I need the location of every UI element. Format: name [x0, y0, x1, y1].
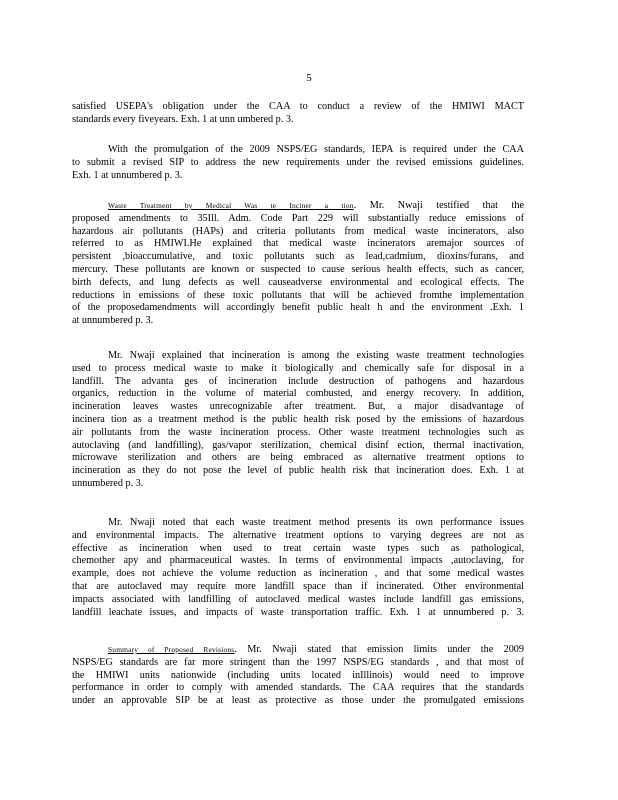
- text-line: example, does not achieve the volume reduction as incineration , and that some medical wastes: [72, 568, 524, 580]
- paragraph-waste-treatment: [72, 200, 524, 328]
- text-line: used to process medical waste to make it biologically and chemically safe for disposal in a: [72, 362, 524, 374]
- text-line: [72, 644, 524, 657]
- paragraph-incineration: [72, 350, 524, 491]
- paragraph-performance-issues: [72, 517, 524, 619]
- text-line: proposed amendments to 35Ill. Adm. Code Part 229 will substantially reduce emissions of: [72, 212, 524, 224]
- section-heading-summary: Summary of Proposed Revisions: [108, 645, 235, 654]
- text-line: and environmental impacts. The alternative treatment options to varying degrees are not as: [72, 529, 524, 541]
- text-line: microwave sterilization and others are being embraced as alternative treatment options to: [72, 452, 524, 464]
- text-line: performance in order to comply with amended standards. The CAA requires that the standards: [72, 682, 524, 694]
- section-heading-waste-treatment: Waste Treatment by Medical Was te Inciner a tion: [108, 201, 354, 210]
- text-line: Mr. Nwaji explained that incineration is among the existing waste treatment technologies: [108, 350, 524, 361]
- text-line: under an approvable SIP be at least as protective as those under the promulgated emissions: [72, 695, 524, 707]
- text-line: incineration as they do not pose the level of public health risk that incineration does. Exh. 1 at: [72, 465, 524, 477]
- text-line: impacts associated with landfilling of autoclaved medical wastes include landfill gas emissions,: [72, 593, 524, 605]
- text-line: effective as incineration when used to treat certain waste types such as pathological,: [72, 542, 524, 554]
- text-line: reductions in emissions of these toxic pollutants that will be achieved fromthe implementation: [72, 289, 524, 301]
- text-line: at unnumbered p. 3.: [72, 315, 154, 327]
- text-line: chemother apy and pharmaceutical wastes. In terms of environmental impacts ,autoclaving, for: [72, 555, 524, 567]
- text-line: Exh. 1 at unnumbered p. 3.: [72, 169, 183, 181]
- text-line: hazardous air pollutants (HAPs) and criteria pollutants from medical waste incinerators, also: [72, 225, 524, 237]
- text-line: persistent ,bioaccumulative, and toxic pollutants such as lead,cadmium, dioxins/furans, and: [72, 251, 524, 263]
- text-line: With the promulgation of the 2009 NSPS/EG standards, IEPA is required under the CAA: [108, 144, 524, 155]
- text-line: autoclaving (and landfilling), gas/vapor sterilization, chemical disinf ection, thermal inactivation,: [72, 439, 524, 451]
- text-line: standards every fiveyears. Exh. 1 at unn umbered p. 3.: [72, 113, 294, 125]
- page-number: 5: [306, 72, 312, 84]
- text-line: that are autoclaved may require more landfill space than if incinerated. Other environmental: [72, 580, 524, 592]
- text-line: NSPS/EG standards are far more stringent than the 1997 NSPS/EG standards , and that most of: [72, 656, 524, 668]
- text-line: landfill leachate issues, and impacts of waste transportation traffic. Exh. 1 at unnumbered p. 3.: [72, 606, 524, 618]
- text-line: of the proposedamendments will accordingly benefit public healt h and the environment .Exh. 1: [72, 302, 524, 314]
- text-line: [72, 200, 524, 213]
- text-line: referred to as HMIWI.He explained that medical waste incinerators aremajor sources of: [72, 238, 524, 250]
- text-run: . Mr. Nwaji stated that emission limits under the 2009: [234, 644, 524, 655]
- paragraph-summary-revisions: [72, 644, 524, 708]
- text-line: unnumbered p. 3.: [72, 477, 144, 489]
- text-line: incinera tion as a treatment method is the public health risk posed by the emissions of hazardous: [72, 413, 524, 425]
- paragraph-promulgation: [72, 144, 524, 182]
- text-line: mercury. These pollutants are known or suspected to cause serious health effects, such as cancer,: [72, 263, 524, 275]
- text-line: organics, reduction in the volume of material combusted, and energy recovery. In addition,: [72, 388, 524, 400]
- paragraph-caa-obligation: [72, 101, 524, 127]
- text-line: the HMIWI units nationwide (including units located inIllinois) would need to improve: [72, 669, 524, 681]
- text-run: . Mr. Nwaji testified that the: [353, 200, 524, 211]
- text-line: to submit a revised SIP to address the new requirements under the revised emissions guidelines.: [72, 156, 524, 168]
- text-line: Mr. Nwaji noted that each waste treatment method presents its own performance issues: [108, 517, 524, 528]
- text-line: landfill. The advanta ges of incineration include destruction of pathogens and hazardous: [72, 375, 524, 387]
- text-line: incineration leaves wastes unrecognizable after treatment. But, a major disadvantage of: [72, 401, 524, 413]
- text-line: birth defects, and lung defects as well causeadverse environmental and ecological effects. The: [72, 276, 524, 288]
- text-line: satisfied USEPA's obligation under the CAA to conduct a review of the HMIWI MACT: [72, 101, 524, 112]
- text-line: air pollutants from the waste incineration process. Other waste treatment technologies such as: [72, 426, 524, 438]
